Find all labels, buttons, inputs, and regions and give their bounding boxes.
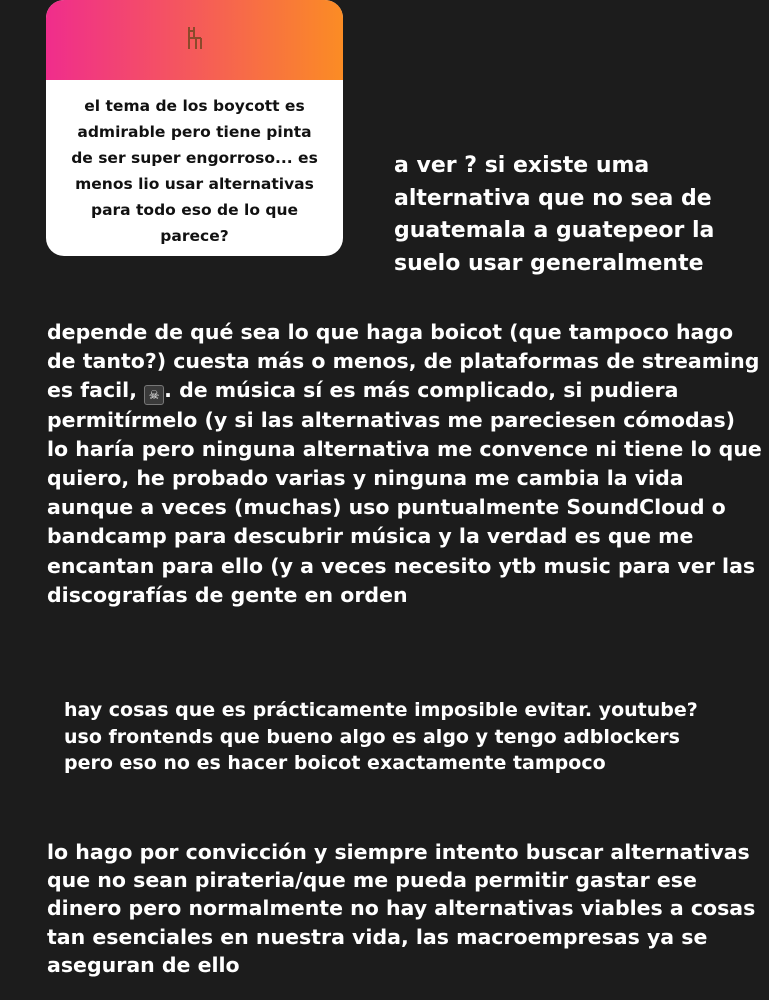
chair-icon [185, 25, 205, 55]
answer-paragraph-3: lo hago por convicción y siempre intento buscar alternativas que no sean pirateria/que me pueda permitir gastar ese dinero pero normalmente no hay alternativas viables a cosas tan esenciales en nuestra vida, las macroempresas ya se aseguran de ello [47, 840, 756, 977]
answer-paragraph-2: hay cosas que es prácticamente imposible evitar. youtube? uso frontends que bueno algo es algo y tengo adblockers pero eso no es hacer boicot exactamente tampoco [64, 699, 698, 774]
question-sticker-header [46, 0, 343, 80]
paragraph-text: . de música sí es más complicado, si pudiera permitírmelo (y si las alternativas me pareciesen cómodas) lo haría pero ninguna alternativa me convence ni tiene lo que quiero, he probado varias y ninguna me cambia la vida aunque a veces (muchas) uso puntualmente SoundCloud o bandcamp para descubrir música y la verdad es que me encantan para ello (y a veces necesito ytb music para ver las discografías de gente en orden [47, 378, 762, 607]
pirate-flag-icon: ☠ [144, 385, 164, 405]
answer-paragraph-1 [47, 318, 762, 610]
reply-text: a ver ? si existe uma alternativa que no sea de guatemala a guatepeor la suelo usar generalmente [394, 153, 715, 276]
question-text: el tema de los boycott es admirable pero tiene pinta de ser super engorroso... es menos lio usar alternativas para todo eso de lo que parece? [71, 97, 318, 245]
question-sticker [46, 0, 343, 256]
paragraph-text: depende de qué sea lo que haga boicot (que tampoco hago de tanto?) cuesta más o menos, de plataformas de streaming es facil, [47, 320, 760, 403]
